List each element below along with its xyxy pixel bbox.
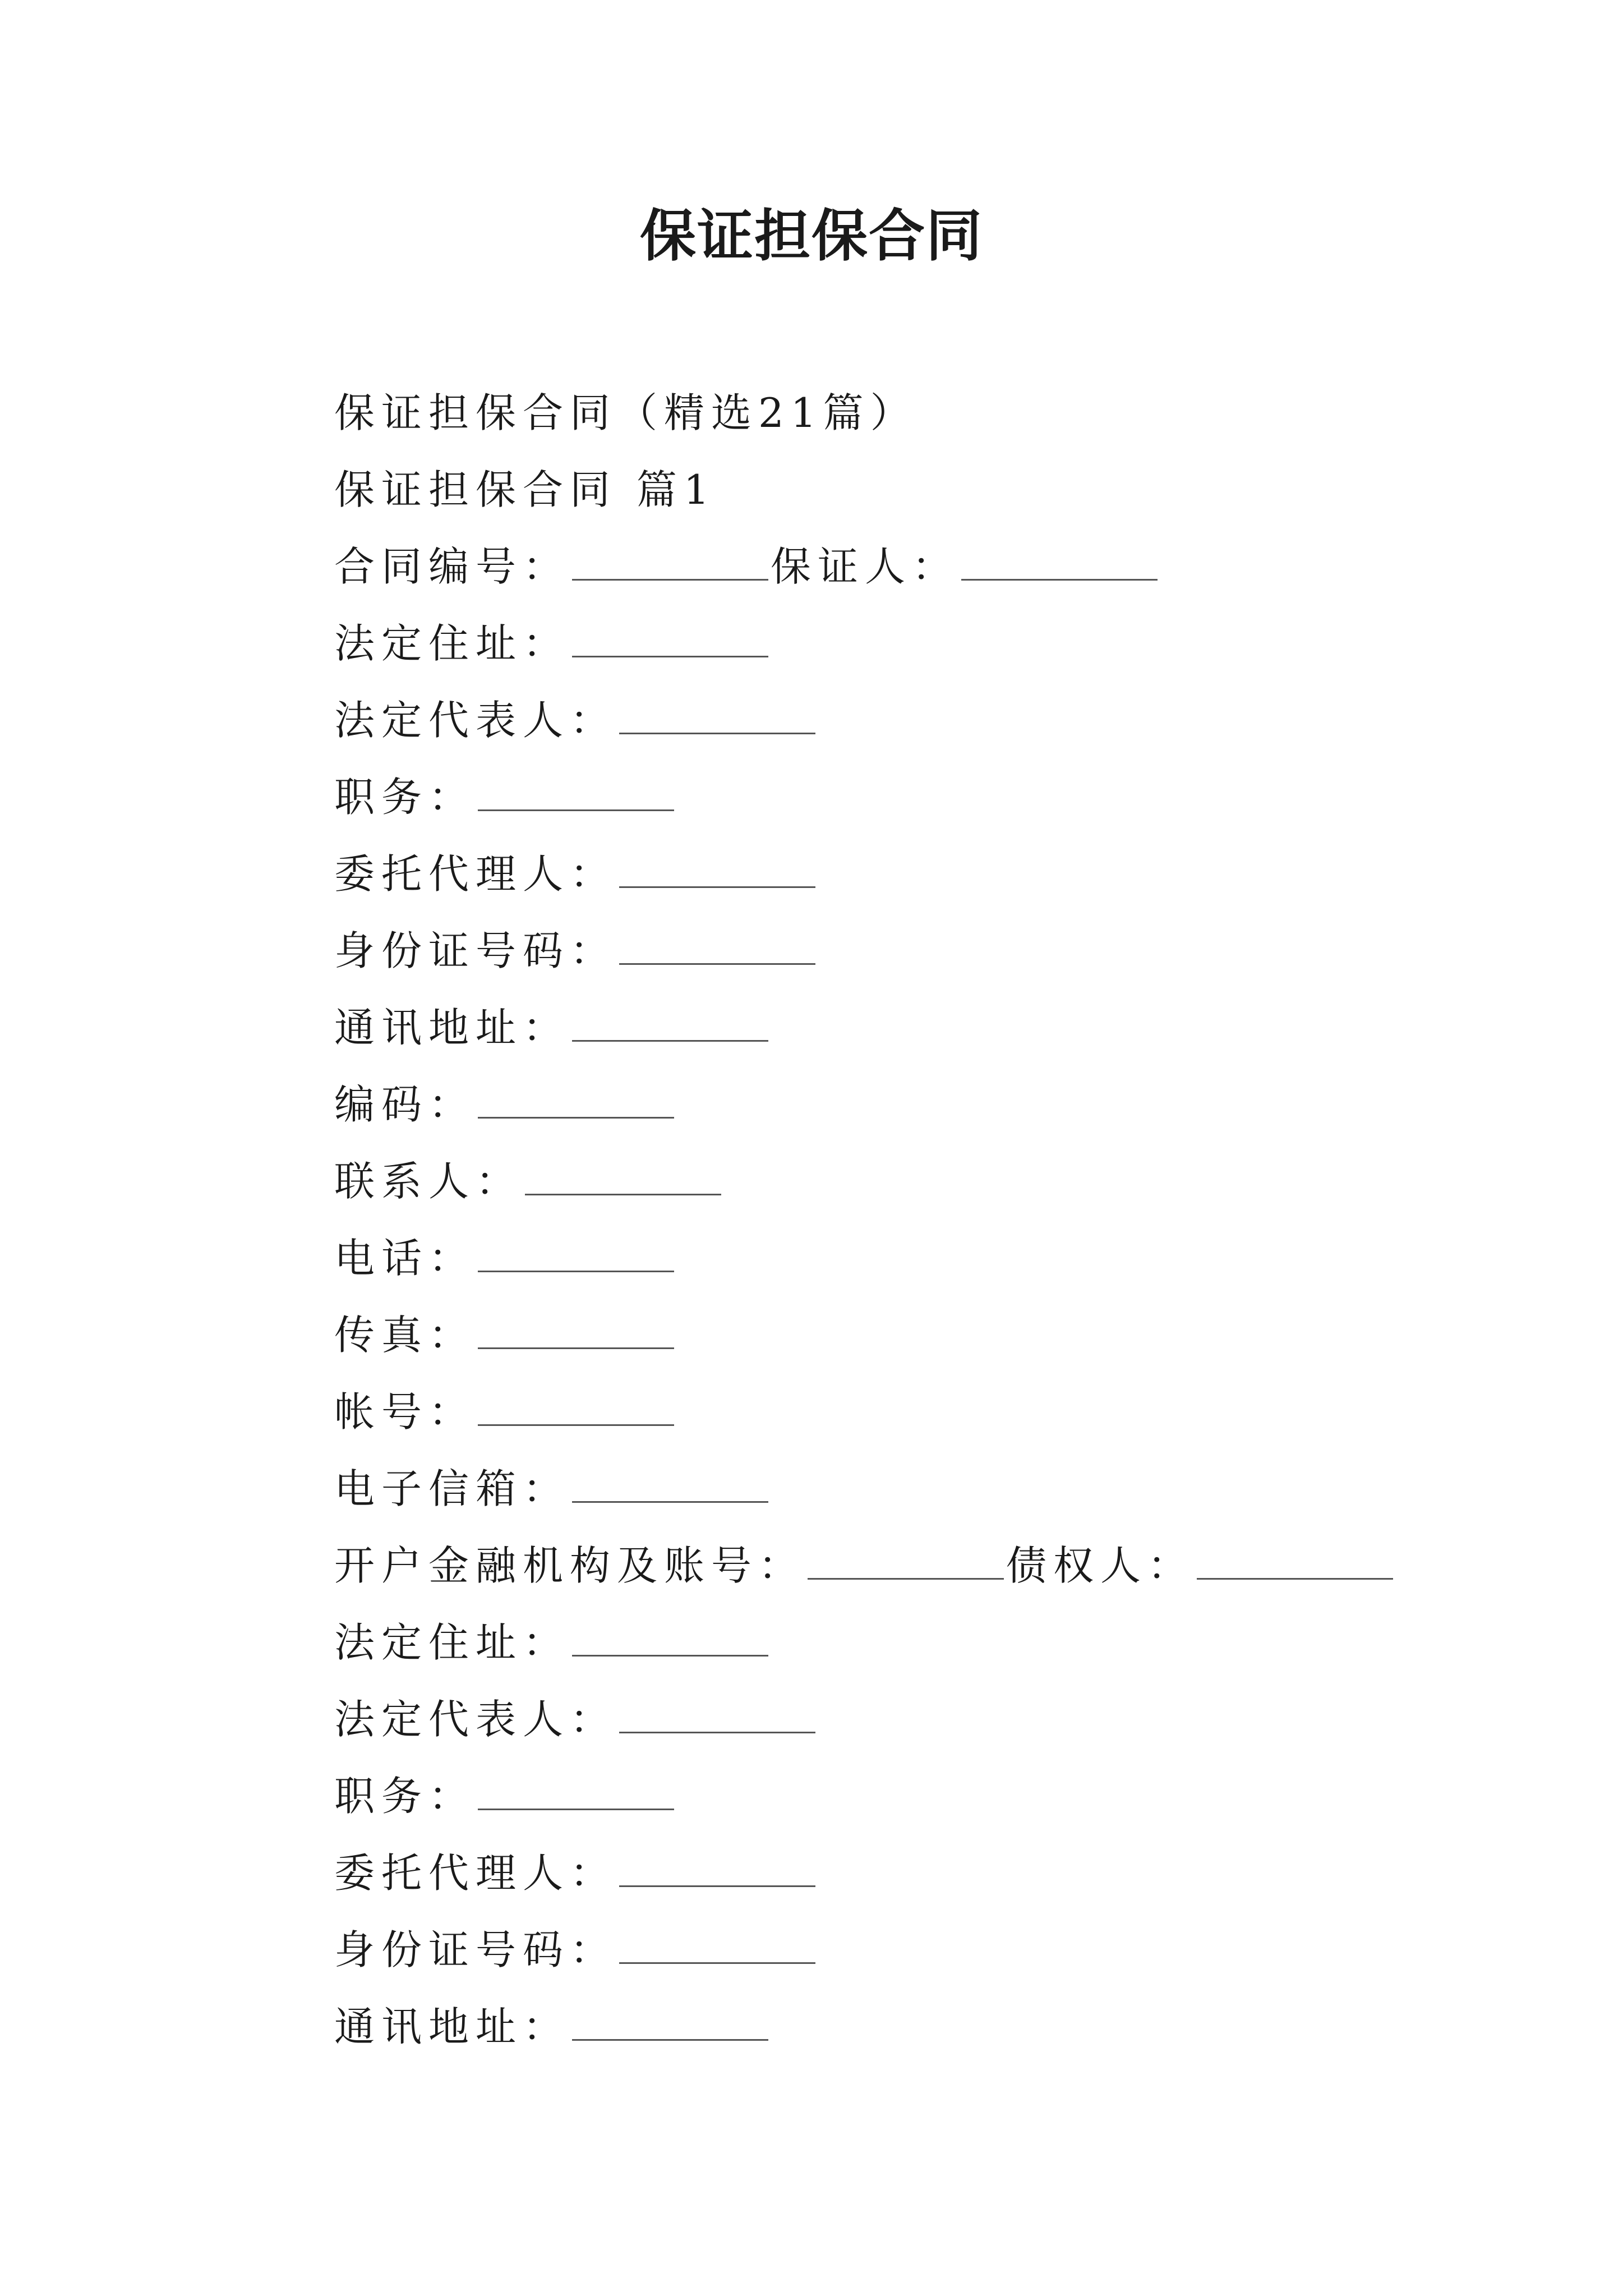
- field-id-number: [334, 913, 1512, 990]
- field-mailing-address: [334, 990, 1512, 1066]
- field-label: 职务：: [334, 774, 476, 821]
- field-mailing-address-2: [334, 1989, 1512, 2065]
- field-contact-person: [334, 1143, 1512, 1220]
- field-position-2: [334, 1758, 1512, 1835]
- fill-in-blank: [808, 1545, 1004, 1580]
- document-body: [334, 375, 1512, 2065]
- collection-heading-text: 保证担保合同（精选21篇）: [334, 389, 917, 436]
- fill-in-blank: [478, 1392, 674, 1426]
- fill-in-blank: [572, 1469, 768, 1503]
- fill-in-blank: [619, 931, 815, 965]
- collection-heading: [334, 375, 1512, 452]
- field-legal-address: [334, 605, 1512, 682]
- field-label: 委托代理人：: [334, 850, 617, 898]
- field-label: 编码：: [334, 1081, 476, 1128]
- field-label: 法定代表人：: [334, 697, 617, 744]
- field-contract-number: [334, 528, 1512, 605]
- field-id-number-2: [334, 1912, 1512, 1989]
- fill-in-blank: [572, 2007, 768, 2041]
- field-postal-code: [334, 1066, 1512, 1143]
- field-label: 开户金融机构及账号：: [334, 1542, 806, 1589]
- fill-in-blank: [572, 1622, 768, 1657]
- field-label-guarantor: 保证人：: [771, 543, 960, 590]
- field-position: [334, 759, 1512, 836]
- field-label: 委托代理人：: [334, 1849, 617, 1897]
- field-legal-representative-2: [334, 1681, 1512, 1758]
- fill-in-blank: [1197, 1545, 1393, 1580]
- field-legal-representative: [334, 682, 1512, 759]
- field-label: 法定代表人：: [334, 1696, 617, 1743]
- fill-in-blank: [619, 1699, 815, 1733]
- section-heading-text: 保证担保合同 篇1: [334, 466, 716, 513]
- fill-in-blank: [572, 546, 768, 581]
- field-phone: [334, 1220, 1512, 1297]
- field-label: 通讯地址：: [334, 1004, 570, 1051]
- field-email: [334, 1451, 1512, 1527]
- field-authorized-agent: [334, 836, 1512, 913]
- field-label: 法定住址：: [334, 1619, 570, 1666]
- field-label: 身份证号码：: [334, 1926, 617, 1973]
- fill-in-blank: [619, 1853, 815, 1887]
- field-bank-account: [334, 1527, 1512, 1604]
- field-label-creditor: 债权人：: [1006, 1542, 1195, 1589]
- field-label: 合同编号：: [334, 543, 570, 590]
- field-label: 职务：: [334, 1773, 476, 1820]
- field-fax: [334, 1297, 1512, 1374]
- field-label: 通讯地址：: [334, 2003, 570, 2050]
- field-label: 电子信箱：: [334, 1465, 570, 1512]
- field-label: 联系人：: [334, 1158, 523, 1205]
- field-label: 身份证号码：: [334, 927, 617, 974]
- fill-in-blank: [478, 777, 674, 811]
- field-authorized-agent-2: [334, 1835, 1512, 1912]
- fill-in-blank: [619, 700, 815, 734]
- fill-in-blank: [961, 546, 1158, 581]
- field-label: 电话：: [334, 1235, 476, 1282]
- fill-in-blank: [478, 1776, 674, 1810]
- field-legal-address-2: [334, 1604, 1512, 1681]
- fill-in-blank: [478, 1238, 674, 1272]
- field-account: [334, 1374, 1512, 1451]
- section-heading: [334, 452, 1512, 528]
- fill-in-blank: [572, 623, 768, 657]
- fill-in-blank: [525, 1161, 721, 1195]
- fill-in-blank: [478, 1084, 674, 1119]
- fill-in-blank: [478, 1315, 674, 1349]
- fill-in-blank: [619, 854, 815, 888]
- field-label: 法定住址：: [334, 620, 570, 667]
- field-label: 帐号：: [334, 1388, 476, 1435]
- fill-in-blank: [619, 1930, 815, 1964]
- fill-in-blank: [572, 1007, 768, 1042]
- document-title: 保证担保合同: [640, 203, 983, 269]
- field-label: 传真：: [334, 1312, 476, 1359]
